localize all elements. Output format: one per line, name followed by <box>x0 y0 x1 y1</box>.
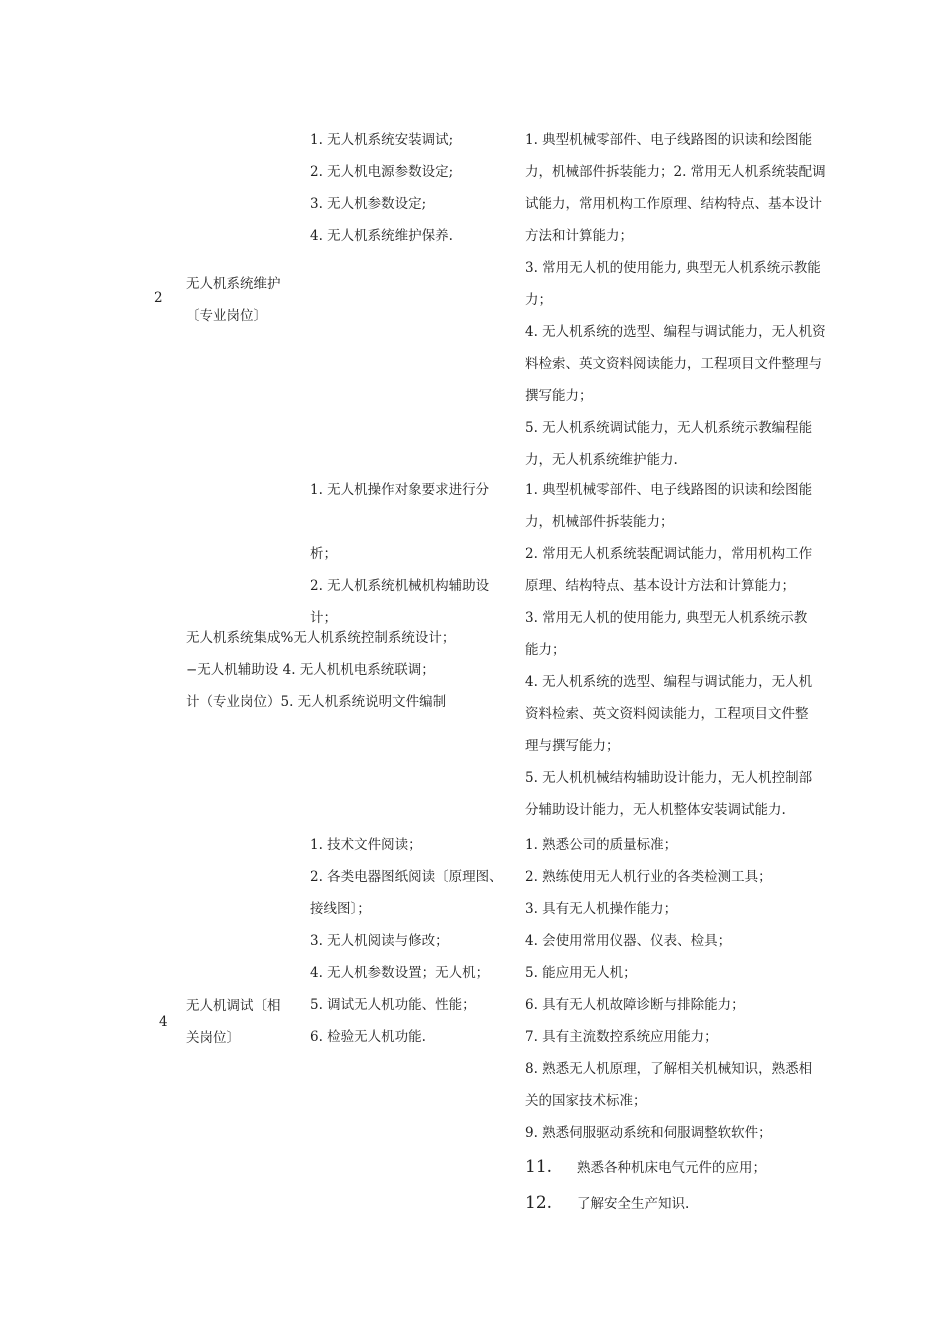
role-line: 无人机系统维护 <box>186 276 281 292</box>
role-line: 无人机调试〔相 <box>186 998 281 1014</box>
abilities-cell <box>525 474 812 826</box>
ability-line: 力，机械部件拆装能力； <box>525 514 674 530</box>
task-item: 5. 调试无人机功能、性能； <box>310 997 476 1013</box>
ability-line: 料检索、英文资料阅读能力，工程项目文件整理与 <box>525 356 822 372</box>
ability-line: 7. 具有主流数控系统应用能力； <box>525 1029 718 1045</box>
ability-line: 原理、结构特点、基本设计方法和计算能力； <box>525 578 795 594</box>
ability-line: 9. 熟悉伺服驱动系统和伺服调整软软件； <box>525 1125 772 1141</box>
ability-text: 熟悉各种机床电气元件的应用； <box>577 1160 766 1176</box>
row-number: 4 <box>159 1014 168 1030</box>
tasks-cell <box>310 474 489 634</box>
task-item: 析； <box>310 546 337 562</box>
role-line: 〔专业岗位〕 <box>186 308 267 324</box>
ability-line: 资料检索、英文资料阅读能力，工程项目文件整 <box>525 706 809 722</box>
ability-line: 3. 常用无人机的使用能力, 典型无人机系统示教 <box>525 610 808 626</box>
ability-line <box>525 1149 812 1185</box>
ability-line: 方法和计算能力； <box>525 228 633 244</box>
ability-line: 力，无人机系统维护能力. <box>525 452 678 468</box>
ability-line: 试能力，常用机构工作原理、结构特点、基本设计 <box>525 196 822 212</box>
task-item: 1. 技术文件阅读； <box>310 837 422 853</box>
ability-line <box>525 1185 812 1221</box>
ability-line: 3. 具有无人机操作能力； <box>525 901 678 917</box>
ability-line: 分辅助设计能力，无人机整体安装调试能力. <box>525 802 786 818</box>
task-item: 3. 无人机阅读与修改； <box>310 933 449 949</box>
abilities-cell <box>525 829 812 1221</box>
task-item: 4. 无人机系统维护保养. <box>310 228 453 244</box>
ability-line: 8. 熟悉无人机原理，了解相关机械知识，熟悉相 <box>525 1061 813 1077</box>
ability-number: 11. <box>525 1157 553 1177</box>
ability-line: 5. 无人机机械结构辅助设计能力，无人机控制部 <box>525 770 813 786</box>
row-number: 2 <box>154 290 163 306</box>
ability-line: 关的国家技术标准； <box>525 1093 647 1109</box>
role-cell <box>186 990 281 1054</box>
task-item: 3. 无人机参数设定; <box>310 196 427 212</box>
ability-line: 3. 常用无人机的使用能力, 典型无人机系统示教能 <box>525 260 821 276</box>
role-cell <box>186 268 281 332</box>
overlapping-text-block <box>186 622 506 710</box>
ability-line: 1. 典型机械零部件、电子线路图的识读和绘图能 <box>525 482 813 498</box>
task-item: 接线图〕； <box>310 901 371 917</box>
ability-line: 能力； <box>525 642 566 658</box>
ability-line: 2. 常用无人机系统装配调试能力，常用机构工作 <box>525 546 813 562</box>
task-item: 6. 检验无人机功能. <box>310 1029 426 1045</box>
task-item: 计； <box>310 610 337 626</box>
ability-line: 1. 熟悉公司的质量标准； <box>525 837 678 853</box>
tasks-cell <box>310 829 503 1053</box>
ability-line: 理与撰写能力； <box>525 738 620 754</box>
role-line: 关岗位〕 <box>186 1030 240 1046</box>
abilities-cell <box>525 124 826 476</box>
overlap-line: −无人机辅助设 4. 无人机机电系统联调； <box>186 662 435 678</box>
tasks-cell <box>310 124 453 252</box>
ability-line: 力； <box>525 292 552 308</box>
ability-line: 6. 具有无人机故障诊断与排除能力； <box>525 997 745 1013</box>
ability-line: 5. 无人机系统调试能力，无人机系统示教编程能 <box>525 420 813 436</box>
overlap-line: 无人机系统集成%无人机系统控制系统设计； <box>186 630 456 646</box>
ability-line: 力，机械部件拆装能力；2. 常用无人机系统装配调 <box>525 164 826 180</box>
task-item: 1. 无人机系统安装调试; <box>310 132 454 148</box>
ability-line: 4. 无人机系统的选型、编程与调试能力，无人机资 <box>525 324 826 340</box>
ability-line: 4. 无人机系统的选型、编程与调试能力，无人机 <box>525 674 813 690</box>
ability-number: 12. <box>525 1193 553 1213</box>
task-item: 2. 无人机电源参数设定; <box>310 164 454 180</box>
overlap-line: 计（专业岗位）5. 无人机系统说明文件编制 <box>186 694 447 710</box>
ability-line: 1. 典型机械零部件、电子线路图的识读和绘图能 <box>525 132 813 148</box>
ability-line: 5. 能应用无人机； <box>525 965 637 981</box>
task-item: 1. 无人机操作对象要求进行分 <box>310 482 490 498</box>
task-item: 2. 无人机系统机械机构辅助设 <box>310 578 490 594</box>
ability-line: 撰写能力； <box>525 388 593 404</box>
ability-line: 2. 熟练使用无人机行业的各类检测工具； <box>525 869 772 885</box>
task-item <box>310 506 489 538</box>
task-item: 4. 无人机参数设置；无人机； <box>310 965 490 981</box>
task-item: 2. 各类电器图纸阅读〔原理图、 <box>310 869 503 885</box>
ability-line: 4. 会使用常用仪器、仪表、检具； <box>525 933 732 949</box>
ability-text: 了解安全生产知识. <box>577 1196 690 1212</box>
